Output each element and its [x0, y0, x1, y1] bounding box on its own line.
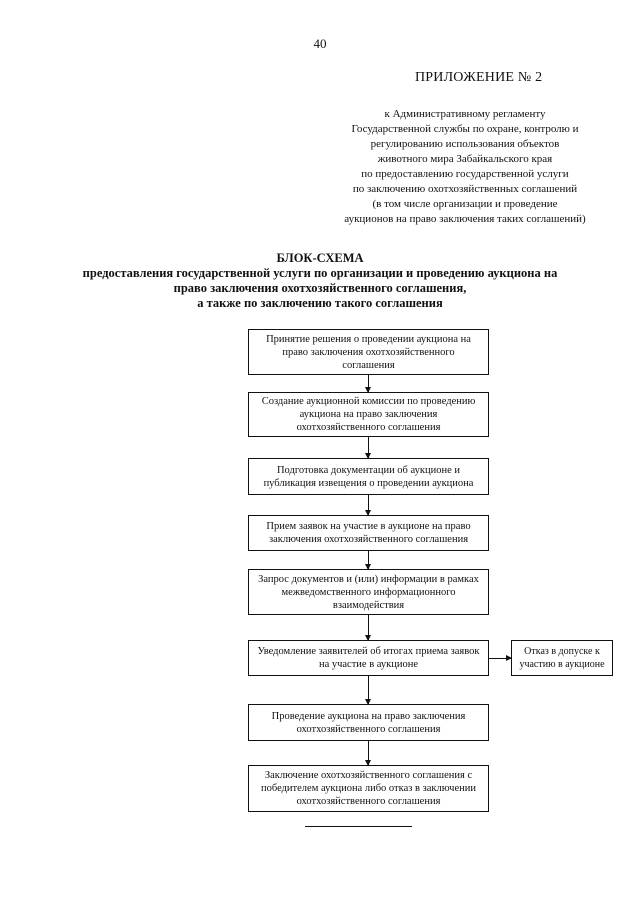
- step-3-box: Подготовка документации об аукционе и публикация извещения о проведении аукциона: [248, 458, 489, 495]
- flowchart-heading: БЛОК-СХЕМА: [276, 251, 364, 265]
- appendix-title: ПРИЛОЖЕНИЕ № 2: [415, 70, 543, 85]
- step-7-box: Проведение аукциона на право заключения охотхозяйственного соглашения: [248, 704, 489, 741]
- appendix-line: по предоставлению государственной услуги: [361, 168, 569, 180]
- arrow-down-icon: [368, 437, 369, 458]
- appendix-subtitle: [320, 107, 610, 227]
- side-step-box: Отказ в допуске к участию в аукционе: [511, 640, 613, 676]
- step-8-box: Заключение охотхозяйственного соглашения с победителем аукциона либо отказ в заключении охотхозяйственного соглашения: [248, 765, 489, 812]
- appendix-line: к Административному регламенту: [384, 108, 546, 120]
- flowchart-title: [0, 251, 640, 311]
- step-4-box: Прием заявок на участие в аукционе на право заключения охотхозяйственного соглашения: [248, 515, 489, 551]
- arrow-down-icon: [368, 741, 369, 765]
- step-5-box: Запрос документов и (или) информации в рамках межведомственного информационного взаимодействия: [248, 569, 489, 615]
- appendix-line: Государственной службы по охране, контролю и: [351, 123, 579, 135]
- step-1-box: Принятие решения о проведении аукциона на право заключения охотхозяйственного соглашения: [248, 329, 489, 375]
- step-2-box: Создание аукционной комиссии по проведению аукциона на право заключения охотхозяйственного соглашения: [248, 392, 489, 437]
- arrow-right-icon: [489, 658, 511, 659]
- appendix-line: по заключению охотхозяйственных соглашений: [352, 183, 578, 195]
- appendix-line: (в том числе организации и проведение: [372, 198, 558, 210]
- arrow-down-icon: [368, 375, 369, 392]
- flowchart-title-line: предоставления государственной услуги по организации и проведению аукциона на: [82, 266, 558, 280]
- flowchart-title-line: а также по заключению такого соглашения: [197, 296, 443, 310]
- arrow-down-icon: [368, 676, 369, 704]
- appendix-line: животного мира Забайкальского края: [377, 153, 553, 165]
- page-number: 40: [313, 36, 327, 51]
- arrow-down-icon: [368, 615, 369, 640]
- flowchart-title-line: право заключения охотхозяйственного соглашения,: [173, 281, 467, 295]
- bottom-divider: [305, 826, 412, 827]
- arrow-down-icon: [368, 495, 369, 515]
- step-6-box: Уведомление заявителей об итогах приема заявок на участие в аукционе: [248, 640, 489, 676]
- appendix-line: регулированию использования объектов: [370, 138, 560, 150]
- arrow-down-icon: [368, 551, 369, 569]
- appendix-line: аукционов на право заключения таких соглашений): [344, 213, 586, 225]
